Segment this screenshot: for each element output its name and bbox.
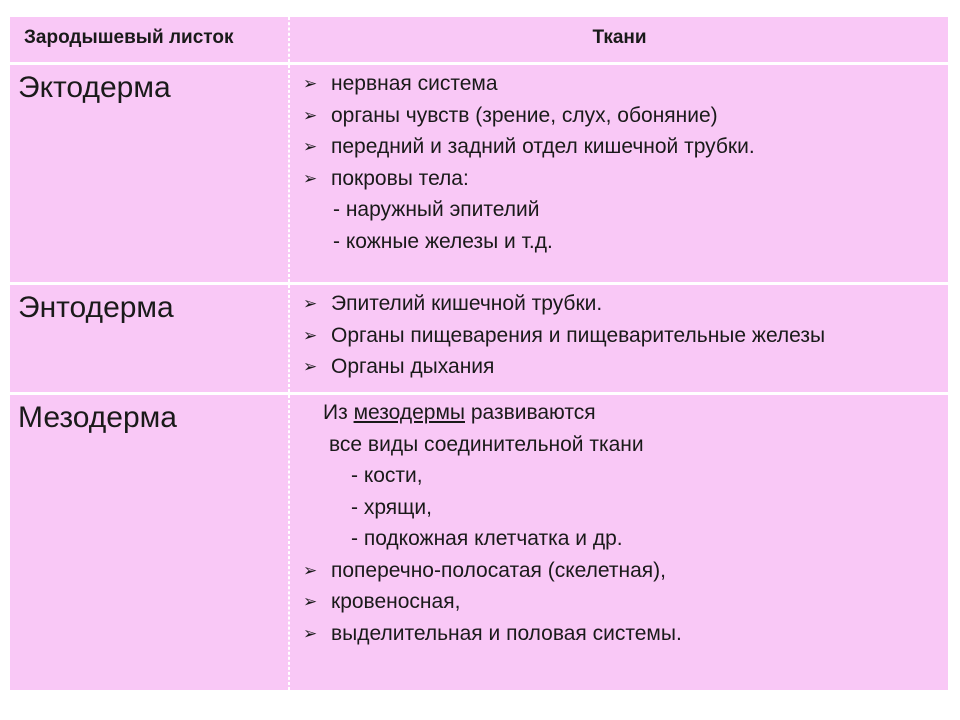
- column-divider: [288, 395, 290, 690]
- table-row-endoderm: [10, 285, 948, 392]
- mesoderm-link-text: мезодермы: [353, 401, 465, 424]
- sub-list-item: - наружный эпителий: [333, 198, 540, 221]
- arrowhead-bullet-icon: ➢: [303, 74, 318, 93]
- layer-name: Энтодерма: [18, 291, 174, 324]
- arrowhead-bullet-icon: ➢: [303, 623, 318, 643]
- arrowhead-bullet-icon: ➢: [303, 137, 318, 156]
- column-divider: [288, 17, 290, 62]
- column-divider: [288, 285, 290, 392]
- germ-layers-table: [10, 17, 948, 690]
- tissue-list: [303, 68, 938, 257]
- layer-cell: [10, 285, 288, 392]
- column-divider: [288, 65, 290, 282]
- list-item: ➢ Органы пищеварения и пищеварительные железы: [303, 320, 938, 352]
- intro-line: Из мезодермы развиваются: [323, 401, 596, 424]
- list-item: ➢ передний и задний отдел кишечной трубки.: [303, 131, 938, 163]
- table-row-ectoderm: [10, 65, 948, 282]
- arrowhead-bullet-icon: ➢: [303, 592, 318, 611]
- sub-list-item: - кости,: [351, 464, 423, 487]
- list-item: ➢ поперечно-полосатая (скелетная),: [303, 555, 938, 587]
- arrowhead-bullet-icon: ➢: [303, 105, 318, 125]
- tissues-cell: [291, 65, 948, 282]
- layer-cell: [10, 65, 288, 282]
- arrowhead-bullet-icon: ➢: [303, 560, 318, 580]
- list-item: ➢ Эпителий кишечной трубки.: [303, 288, 938, 320]
- list-item: ➢ органы чувств (зрение, слух, обоняние): [303, 100, 938, 132]
- header-tissues-label: Ткани: [592, 27, 647, 48]
- header-layer-label: Зародышевый листок: [24, 27, 234, 48]
- tissues-cell: [291, 395, 948, 690]
- tissue-list: [303, 288, 938, 383]
- intro-line-2: все виды соединительной ткани: [329, 432, 644, 456]
- list-item: ➢ Органы дыхания: [303, 351, 938, 383]
- arrowhead-bullet-icon: ➢: [303, 357, 318, 376]
- header-cell-tissues: [291, 17, 948, 62]
- header-cell-layer: [10, 17, 288, 62]
- sub-list-item: - хрящи,: [351, 495, 432, 519]
- sub-list-item: - подкожная клетчатка и др.: [351, 527, 623, 550]
- layer-name: Мезодерма: [18, 401, 177, 434]
- arrowhead-bullet-icon: ➢: [303, 168, 318, 188]
- tissues-cell: [291, 285, 948, 392]
- list-item: ➢ выделительная и половая системы.: [303, 618, 938, 650]
- layer-name: Эктодерма: [18, 71, 171, 104]
- arrowhead-bullet-icon: ➢: [303, 325, 318, 345]
- arrowhead-bullet-icon: ➢: [303, 294, 318, 313]
- layer-cell: [10, 395, 288, 690]
- sub-list-item: - кожные железы и т.д.: [333, 229, 553, 253]
- tissue-list: [303, 397, 938, 649]
- table-row-mesoderm: [10, 395, 948, 690]
- list-item: ➢ нервная система: [303, 68, 938, 100]
- list-item: ➢ кровеносная,: [303, 586, 938, 618]
- list-item: ➢ покровы тела:: [303, 163, 938, 195]
- table-header-row: [10, 17, 948, 62]
